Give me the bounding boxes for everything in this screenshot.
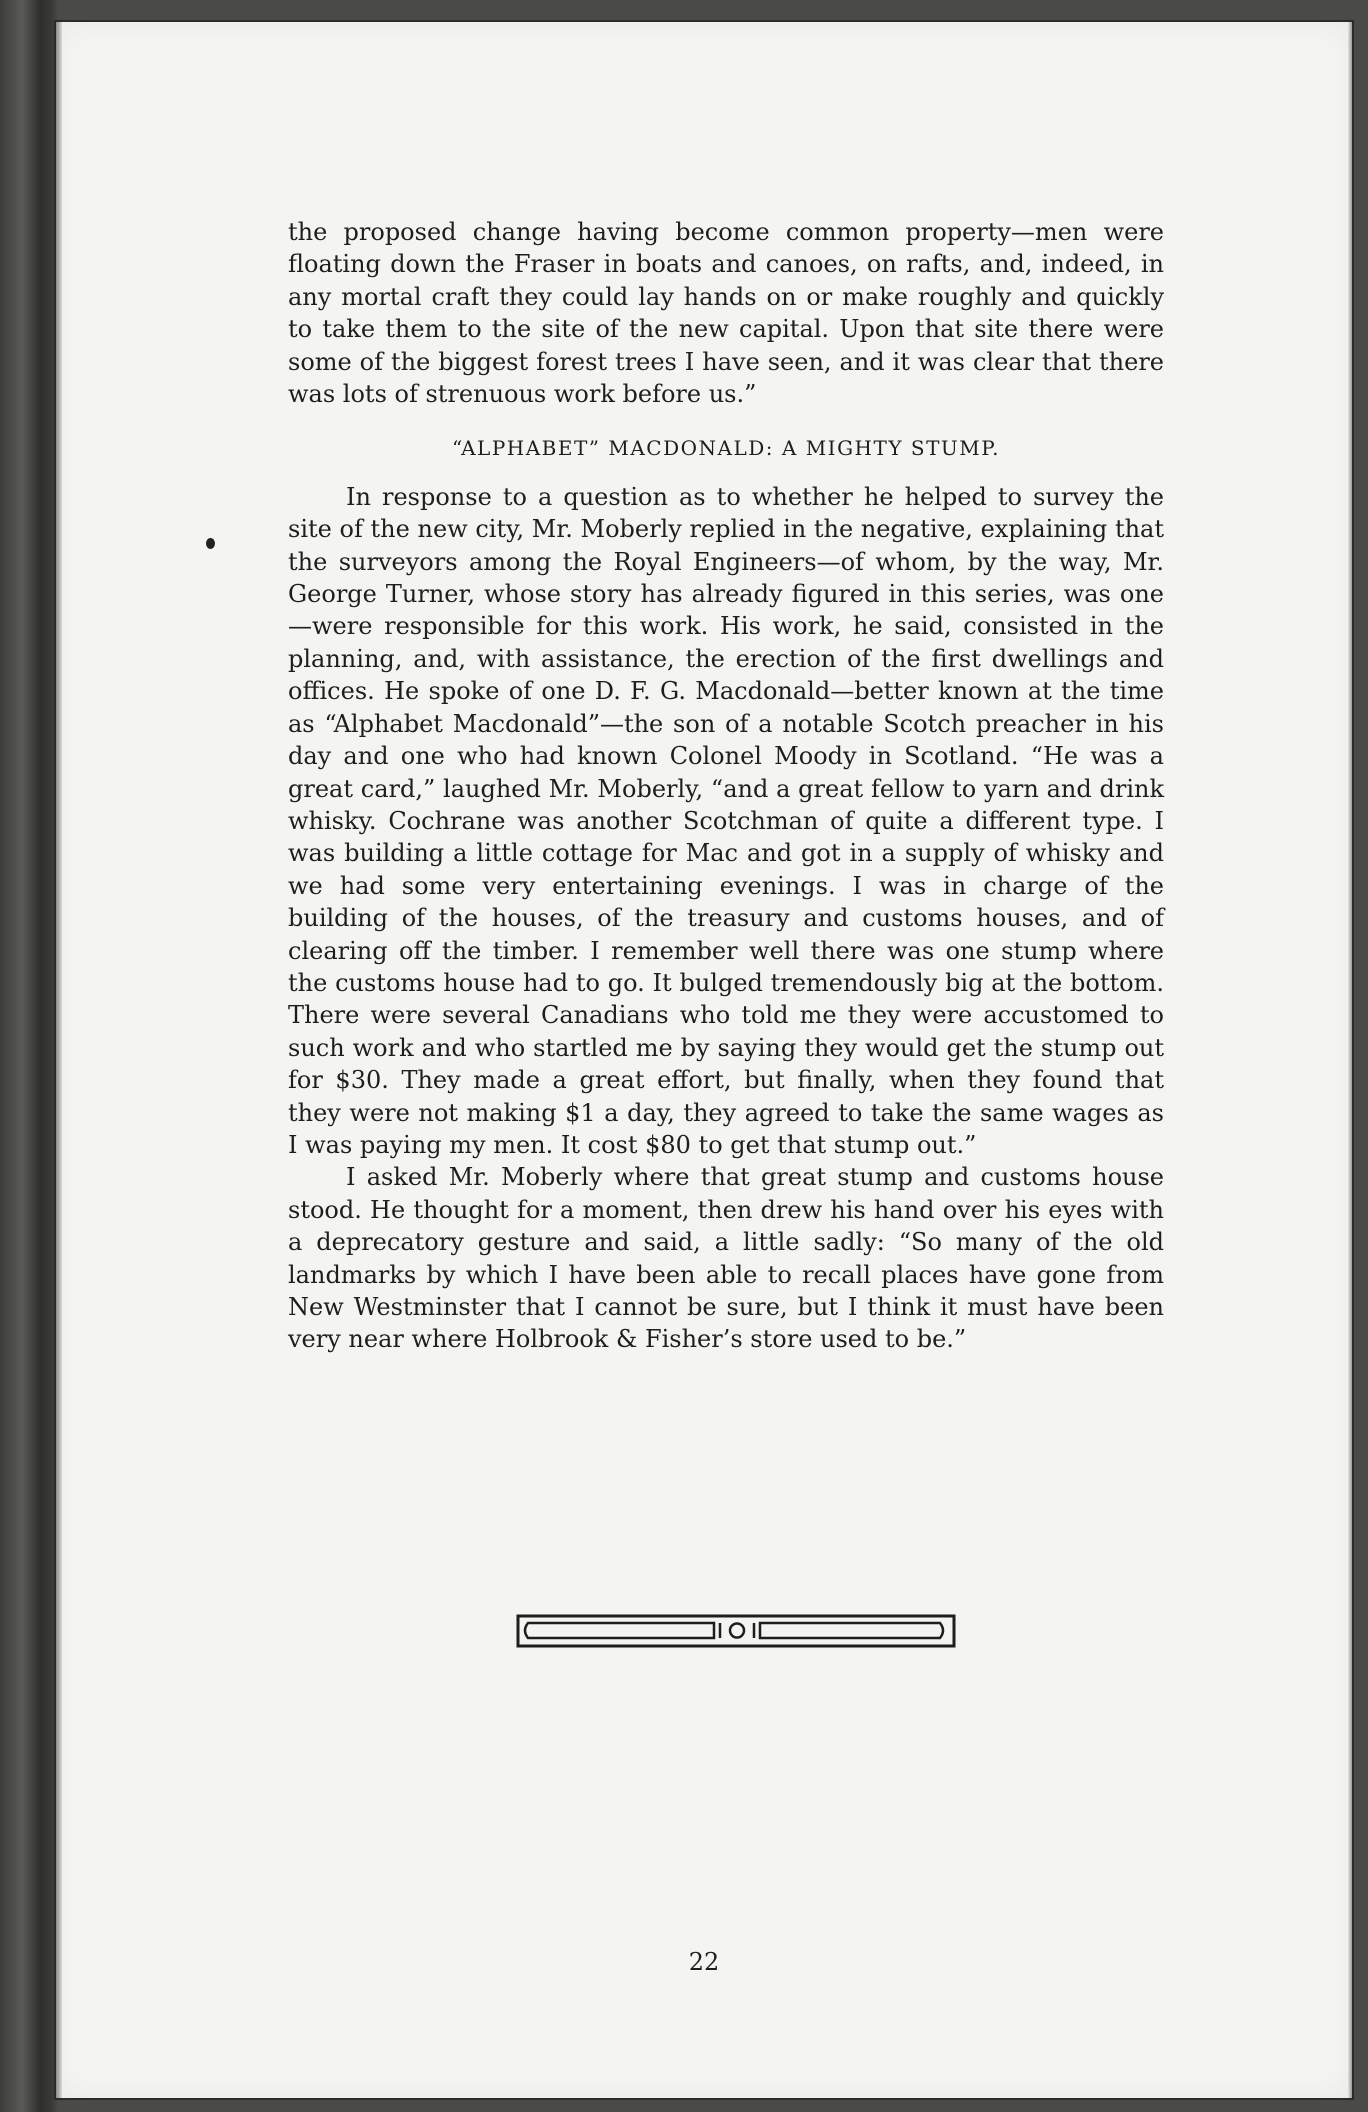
- section-heading: “ALPHABET” MACDONALD: A MIGHTY STUMP.: [451, 436, 1001, 461]
- paragraph-response: In response to a question as to whether he helped to survey the site of the new city, Mr. Moberly replied in the negative, explaining that the surveyors among the Royal Engineers—of whom, by the way, Mr. George Turner, whose story has already figured in this series, was one—were responsible for this work. His work, he said, consisted in the planning, and, with assistance, the erection of the first dwellings and offices. He spoke of one D. F. G. Macdonald—better known at the time as “Alphabet Macdonald”—the son of a notable Scotch preacher in his day and one who had known Colonel Moody in Scotland. “He was a great card,” laughed Mr. Moberly, “and a great fellow to yarn and drink whisky. Cochrane was another Scotchman of quite a different type. I was building a little cottage for Mac and got in a supply of whisky and we had some very entertaining evenings. I was in charge of the building of the houses, of the treasury and customs houses, and of clearing off the timber. I remember well there was one stump where the customs house had to go. It bulged tremendously big at the bottom. There were several Canadians who told me they were accustomed to such work and who startled me by saying they would get the stump out for $30. They made a great effort, but finally, when they found that they were not making $1 a day, they agreed to take the same wages as I was paying my men. It cost $80 to get that stump out.”: [288, 482, 1164, 1159]
- paragraph-continuation: the proposed change having become common property—men were floating down the Fraser in boats and canoes, on rafts, and, indeed, in any mortal craft they could lay hands on or make roughly and quickly to take them to the site of the new capital. Upon that site there were some of the biggest forest trees I have seen, and it was clear that there was lots of strenuous work before us.”: [288, 218, 1164, 409]
- book-page: [56, 22, 1352, 2098]
- page-number: 22: [688, 1948, 720, 1976]
- margin-mark: [206, 538, 215, 549]
- paragraph-stump-location: I asked Mr. Moberly where that great stump and customs house stood. He thought for a moment, then drew his hand over his eyes with a deprecatory gesture and said, a little sadly: “So many of the old landmarks by which I have been able to recall places have gone from New Westminster that I cannot be sure, but I think it must have been very near where Holbrook & Fisher’s store used to be.”: [288, 1163, 1164, 1354]
- body-text: [288, 216, 1164, 1356]
- decorative-rule-ornament: [514, 1610, 960, 1648]
